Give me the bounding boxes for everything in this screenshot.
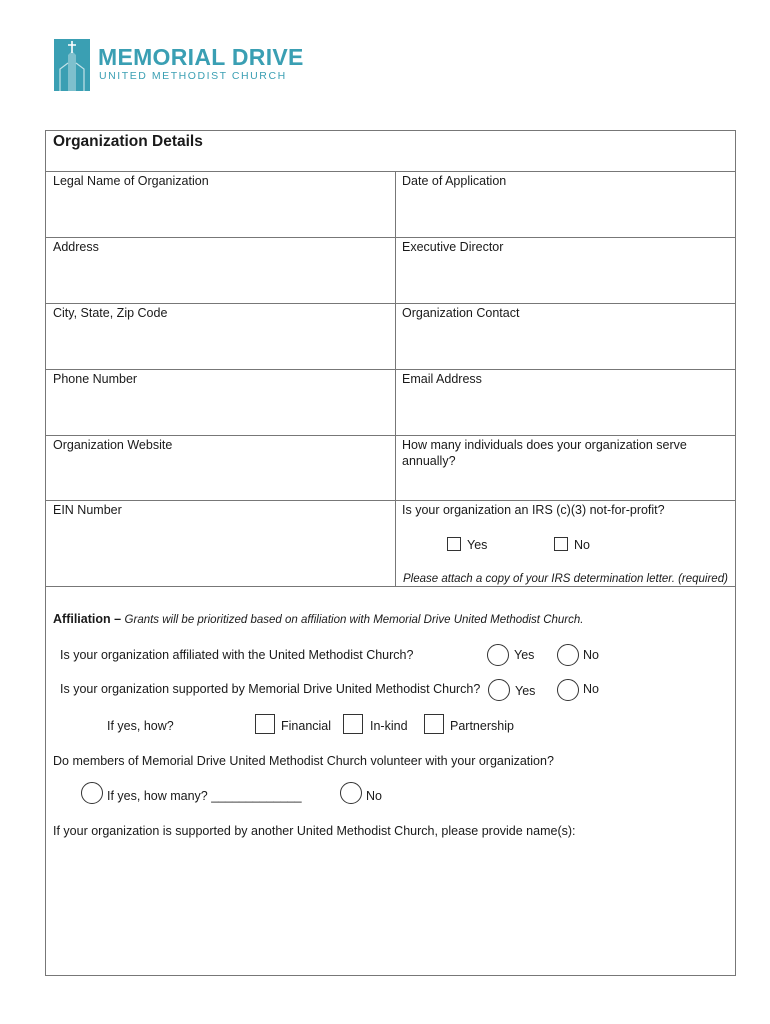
q2-yes-radio[interactable] xyxy=(488,679,510,701)
row-divider xyxy=(46,237,735,238)
partnership-label: Partnership xyxy=(450,719,514,733)
affiliation-note: Grants will be prioritized based on affiliation with Memorial Drive United Methodist Church. xyxy=(124,614,584,626)
row-divider xyxy=(46,435,735,436)
q3-text: Do members of Memorial Drive United Methodist Church volunteer with your organization? xyxy=(53,754,554,768)
row-divider xyxy=(46,369,735,370)
email-address-field[interactable]: Email Address xyxy=(402,372,482,386)
church-logo xyxy=(54,38,314,94)
if-yes-how-label: If yes, how? xyxy=(107,719,174,733)
q3-no-label: No xyxy=(366,789,382,803)
q1-yes-label: Yes xyxy=(514,648,535,662)
q1-no-label: No xyxy=(583,648,599,662)
legal-name-field[interactable]: Legal Name of Organization xyxy=(53,174,209,188)
date-of-application-field[interactable]: Date of Application xyxy=(402,174,507,188)
column-divider xyxy=(395,171,396,586)
q1-text: Is your organization affiliated with the United Methodist Church? xyxy=(60,648,414,662)
q3-no-radio[interactable] xyxy=(340,782,362,804)
row-divider xyxy=(46,303,735,304)
affiliation-header xyxy=(53,611,583,628)
irs-question: Is your organization an IRS (c)(3) not-for-profit? xyxy=(402,503,665,517)
financial-checkbox[interactable] xyxy=(255,714,275,734)
section-heading: Organization Details xyxy=(53,133,203,150)
q4-text: If your organization is supported by another United Methodist Church, please provide name(s): xyxy=(53,824,576,838)
individuals-served-field-cont: annually? xyxy=(402,454,456,468)
irs-no-checkbox[interactable] xyxy=(554,537,568,551)
phone-number-field[interactable]: Phone Number xyxy=(53,372,138,386)
q3-yes-radio[interactable] xyxy=(81,782,103,804)
address-field[interactable]: Address xyxy=(53,240,99,254)
partnership-checkbox[interactable] xyxy=(424,714,444,734)
q3-yes-label: If yes, how many? _____________ xyxy=(107,789,302,803)
city-state-zip-field[interactable]: City, State, Zip Code xyxy=(53,306,168,320)
irs-yes-checkbox[interactable] xyxy=(447,537,461,551)
executive-director-field[interactable]: Executive Director xyxy=(402,240,504,254)
inkind-label: In-kind xyxy=(370,719,408,733)
organization-contact-field[interactable]: Organization Contact xyxy=(402,306,520,320)
steeple-logo-icon xyxy=(54,39,90,91)
irs-note: Please attach a copy of your IRS determination letter. (required) xyxy=(403,573,728,585)
logo-subtitle: UNITED METHODIST CHURCH xyxy=(99,70,287,82)
ein-number-field[interactable]: EIN Number xyxy=(53,503,122,517)
other-church-names-area[interactable] xyxy=(53,843,723,969)
row-divider xyxy=(46,171,735,172)
q2-text: Is your organization supported by Memorial Drive United Methodist Church? xyxy=(60,682,481,696)
affiliation-title: Affiliation – xyxy=(53,612,122,626)
q1-yes-radio[interactable] xyxy=(487,644,509,666)
organization-details-form xyxy=(45,130,736,976)
individuals-served-field[interactable]: How many individuals does your organization serve xyxy=(402,438,687,452)
inkind-checkbox[interactable] xyxy=(343,714,363,734)
row-divider xyxy=(46,500,735,501)
q2-no-label: No xyxy=(583,682,599,696)
q2-yes-label: Yes xyxy=(515,684,536,698)
q2-no-radio[interactable] xyxy=(557,679,579,701)
q1-no-radio[interactable] xyxy=(557,644,579,666)
irs-no-label: No xyxy=(574,538,590,552)
organization-website-field[interactable]: Organization Website xyxy=(53,438,173,452)
irs-yes-label: Yes xyxy=(467,538,488,552)
logo-title: MEMORIAL DRIVE xyxy=(98,44,304,70)
financial-label: Financial xyxy=(281,719,332,733)
